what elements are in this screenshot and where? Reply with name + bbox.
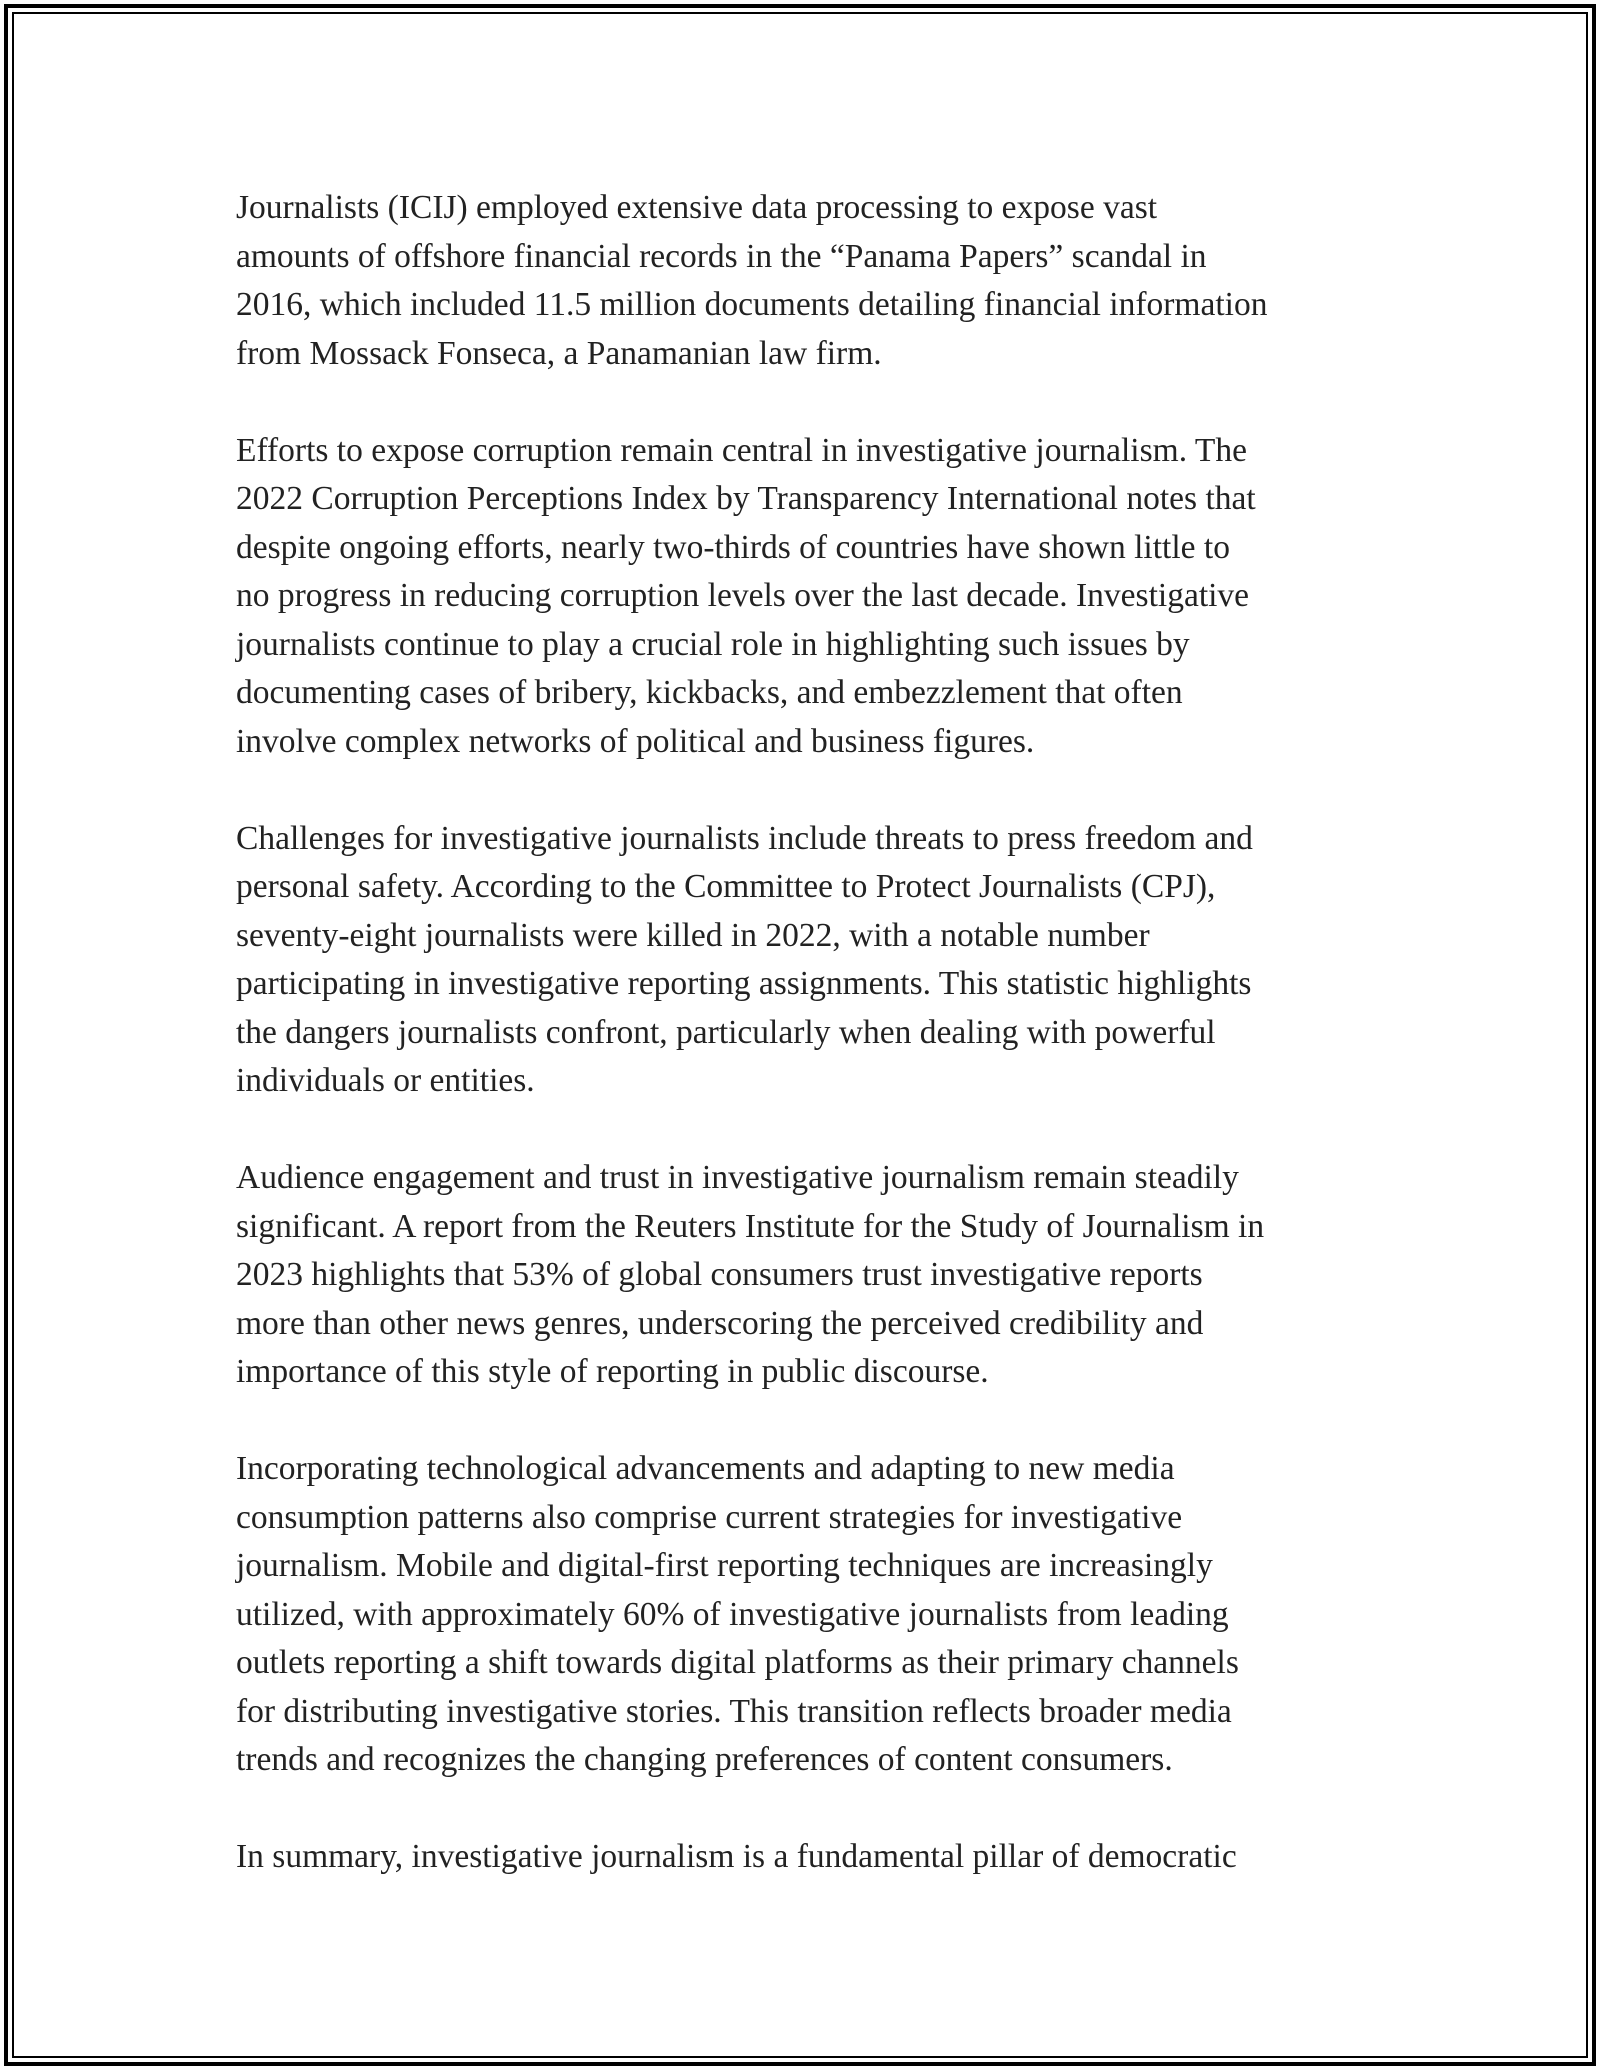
text-line: journalism. Mobile and digital-first reporting techniques are increasingly: [236, 1547, 1213, 1584]
text-line: seventy-eight journalists were killed in 2022, with a notable number: [236, 916, 1150, 954]
paragraph: [236, 184, 1396, 378]
text-line: from Mossack Fonseca, a Panamanian law firm.: [236, 334, 882, 372]
text-line: involve complex networks of political and business figures.: [236, 722, 1035, 760]
text-line: despite ongoing efforts, nearly two-thirds of countries have shown little to: [236, 528, 1230, 566]
text-line: outlets reporting a shift towards digital platforms as their primary channels: [236, 1644, 1239, 1681]
text-line: participating in investigative reporting assignments. This statistic highlights: [236, 965, 1252, 1002]
text-line: more than other news genres, underscoring the perceived credibility and: [236, 1304, 1204, 1342]
text-line: 2022 Corruption Perceptions Index by Transparency International notes that: [236, 480, 1256, 517]
text-line: personal safety. According to the Committee to Protect Journalists (CPJ),: [236, 868, 1216, 905]
text-line: trends and recognizes the changing preferences of content consumers.: [236, 1741, 1173, 1778]
paragraph: [236, 427, 1396, 767]
text-line: Challenges for investigative journalists include threats to press freedom and: [236, 819, 1253, 857]
paragraph: [236, 1445, 1396, 1785]
text-line: Audience engagement and trust in investigative journalism remain steadily: [236, 1159, 1239, 1196]
paragraph: [236, 815, 1396, 1106]
text-line: documenting cases of bribery, kickbacks, and embezzlement that often: [236, 674, 1183, 711]
text-line: amounts of offshore financial records in the “Panama Papers” scandal in: [236, 237, 1207, 275]
text-line: Journalists (ICIJ) employed extensive data processing to expose vast: [236, 189, 1158, 226]
paragraph: [236, 1833, 1396, 1882]
text-line: utilized, with approximately 60% of investigative journalists from leading: [236, 1595, 1229, 1633]
text-line: the dangers journalists confront, particularly when dealing with powerful: [236, 1013, 1216, 1051]
text-line: 2016, which included 11.5 million documents detailing financial information: [236, 286, 1268, 323]
text-line: Efforts to expose corruption remain central in investigative journalism. The: [236, 431, 1247, 469]
text-line: In summary, investigative journalism is a fundamental pillar of democratic: [236, 1838, 1237, 1875]
text-line: individuals or entities.: [236, 1062, 535, 1099]
paragraph: [236, 1154, 1396, 1397]
body-text: [236, 184, 1396, 1930]
text-line: significant. A report from the Reuters Institute for the Study of Journalism in: [236, 1207, 1265, 1245]
text-line: for distributing investigative stories. This transition reflects broader media: [236, 1692, 1232, 1730]
text-line: Incorporating technological advancements and adapting to new media: [236, 1450, 1175, 1487]
text-line: journalists continue to play a crucial role in highlighting such issues by: [236, 625, 1190, 663]
text-line: 2023 highlights that 53% of global consumers trust investigative reports: [236, 1256, 1203, 1293]
text-line: importance of this style of reporting in public discourse.: [236, 1353, 989, 1390]
text-line: no progress in reducing corruption levels over the last decade. Investigative: [236, 577, 1250, 614]
text-line: consumption patterns also comprise current strategies for investigative: [236, 1498, 1183, 1536]
